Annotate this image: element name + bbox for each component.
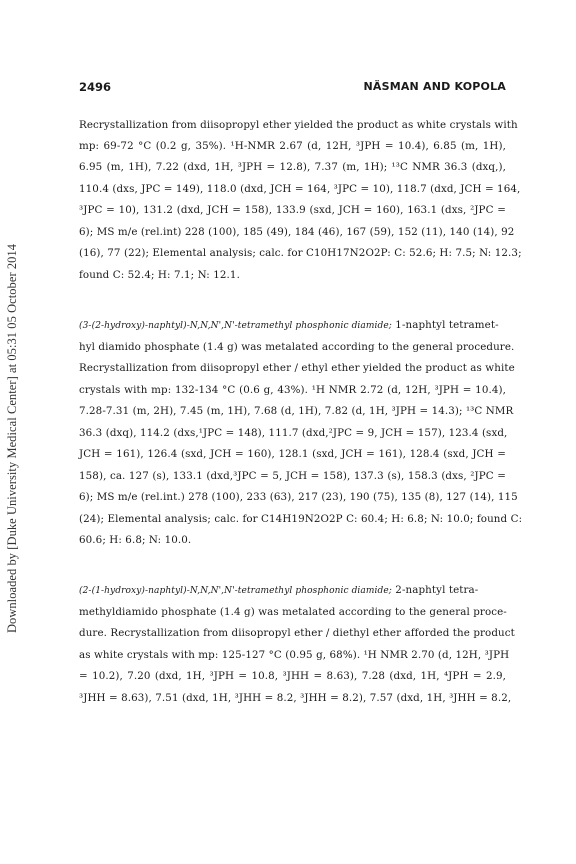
paragraph-3-line: as white crystals with mp: 125-127 °C (0.95 g, 68%). ¹H NMR 2.70 (d, 12H, ³JPH	[79, 649, 510, 661]
paragraph-3-line: ³JHH = 8.63), 7.51 (dxd, 1H, ³JHH = 8.2, ³JHH = 8.2), 7.57 (dxd, 1H, ³JHH = 8.2,	[79, 692, 512, 704]
paragraph-2-line-text: 1-naphtyl tetramet-	[391, 319, 499, 331]
paragraph-2-line: Recrystallization from diisopropyl ether / ethyl ether yielded the product as white	[79, 362, 515, 374]
paragraph-3-line: dure. Recrystallization from diisopropyl ether / diethyl ether afforded the product	[79, 627, 515, 639]
paragraph-2-line: 7.28-7.31 (m, 2H), 7.45 (m, 1H), 7.68 (d, 1H), 7.82 (d, 1H, ³JPH = 14.3); ¹³C NMR	[79, 405, 514, 417]
paragraph-1-line: found C: 52.4; H: 7.1; N: 12.1.	[79, 269, 240, 281]
paragraph-2-line: crystals with mp: 132-134 °C (0.6 g, 43%). ¹H NMR 2.72 (d, 12H, ³JPH = 10.4),	[79, 384, 506, 396]
paragraph-1-line: mp: 69-72 °C (0.2 g, 35%). ¹H-NMR 2.67 (d, 12H, ³JPH = 10.4), 6.85 (m, 1H),	[79, 140, 506, 152]
paragraph-2-line: (24); Elemental analysis; calc. for C14H19N2O2P C: 60.4; H: 6.8; N: 10.0; found C:	[79, 513, 523, 525]
compound-title: (2-(1-hydroxy)-naphtyl)-N,N,N',N'-tetramethyl phosphonic diamide;	[79, 586, 392, 596]
paragraph-1-line: 6); MS m/e (rel.int) 228 (100), 185 (49), 184 (46), 167 (59), 152 (11), 140 (14), 92	[79, 226, 515, 238]
paragraph-2-line: 60.6; H: 6.8; N: 10.0.	[79, 534, 192, 546]
download-watermark: Downloaded by [Duke University Medical Center] at 05:31 05 October 2014	[5, 243, 19, 633]
paragraph-3-line: methyldiamido phosphate (1.4 g) was metalated according to the general proce-	[79, 606, 507, 618]
paragraph-1-line: (16), 77 (22); Elemental analysis; calc. for C10H17N2O2P: C: 52.6; H: 7.5; N: 12.3;	[79, 247, 522, 259]
paragraph-2-line: hyl diamido phosphate (1.4 g) was metalated according to the general procedure.	[79, 341, 515, 353]
page-number: 2496	[79, 80, 112, 94]
paragraph-2-line: 158), ca. 127 (s), 133.1 (dxd,³JPC = 5, JCH = 158), 137.3 (s), 158.3 (dxs, ²JPC =	[79, 470, 506, 482]
running-head: NÄSMAN AND KOPOLA	[363, 80, 506, 93]
paragraph-2-line: 36.3 (dxq), 114.2 (dxs,¹JPC = 148), 111.7 (dxd,²JPC = 9, JCH = 157), 123.4 (sxd,	[79, 427, 508, 439]
paragraph-3-line-text: 2-naphtyl tetra-	[391, 584, 479, 596]
paragraph-1-line: 110.4 (dxs, JPC = 149), 118.0 (dxd, JCH = 164, ³JPC = 10), 118.7 (dxd, JCH = 164,	[79, 183, 521, 195]
compound-title: (3-(2-hydroxy)-naphtyl)-N,N,N',N'-tetramethyl phosphonic diamide;	[79, 321, 392, 331]
paragraph-3-first-line	[79, 583, 506, 598]
paragraph-3-line: = 10.2), 7.20 (dxd, 1H, ³JPH = 10.8, ³JHH = 8.63), 7.28 (dxd, 1H, ⁴JPH = 2.9,	[79, 670, 506, 682]
paragraph-2-line: JCH = 161), 126.4 (sxd, JCH = 160), 128.1 (sxd, JCH = 161), 128.4 (sxd, JCH =	[79, 448, 506, 460]
paragraph-2-first-line	[79, 318, 506, 333]
paragraph-1-line: 6.95 (m, 1H), 7.22 (dxd, 1H, ³JPH = 12.8), 7.37 (m, 1H); ¹³C NMR 36.3 (dxq,),	[79, 161, 506, 173]
paragraph-1-line: Recrystallization from diisopropyl ether yielded the product as white crystals with	[79, 119, 518, 131]
page-header	[79, 80, 506, 100]
paragraph-1-line: ³JPC = 10), 131.2 (dxd, JCH = 158), 133.9 (sxd, JCH = 160), 163.1 (dxs, ²JPC =	[79, 204, 506, 216]
paragraph-2-line: 6); MS m/e (rel.int.) 278 (100), 233 (63), 217 (23), 190 (75), 135 (8), 127 (14), 115	[79, 491, 518, 503]
